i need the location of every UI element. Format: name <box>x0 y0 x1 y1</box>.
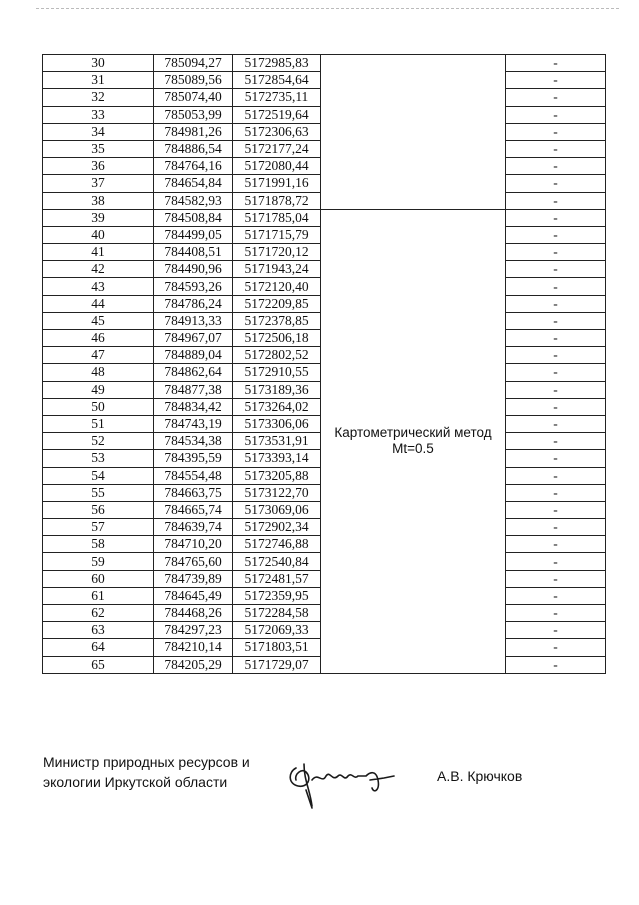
y-coordinate-cell: 5172985,83 <box>233 55 321 72</box>
x-coordinate-cell: 785094,27 <box>154 55 233 72</box>
x-coordinate-cell: 784663,75 <box>154 484 233 501</box>
x-coordinate-cell: 784981,26 <box>154 123 233 140</box>
point-number-cell: 47 <box>43 347 154 364</box>
extra-cell: - <box>506 89 606 106</box>
point-number-cell: 58 <box>43 536 154 553</box>
table-row <box>43 55 606 72</box>
y-coordinate-cell: 5172306,63 <box>233 123 321 140</box>
point-number-cell: 42 <box>43 261 154 278</box>
extra-cell: - <box>506 381 606 398</box>
x-coordinate-cell: 785074,40 <box>154 89 233 106</box>
y-coordinate-cell: 5172120,40 <box>233 278 321 295</box>
y-coordinate-cell: 5171729,07 <box>233 656 321 673</box>
y-coordinate-cell: 5172519,64 <box>233 106 321 123</box>
signatory-title-line-1: Министр природных ресурсов и <box>43 754 250 770</box>
y-coordinate-cell: 5172854,64 <box>233 72 321 89</box>
point-number-cell: 44 <box>43 295 154 312</box>
x-coordinate-cell: 784743,19 <box>154 415 233 432</box>
point-number-cell: 61 <box>43 587 154 604</box>
y-coordinate-cell: 5172177,24 <box>233 140 321 157</box>
point-number-cell: 54 <box>43 467 154 484</box>
x-coordinate-cell: 784710,20 <box>154 536 233 553</box>
x-coordinate-cell: 784834,42 <box>154 398 233 415</box>
extra-cell: - <box>506 175 606 192</box>
point-number-cell: 31 <box>43 72 154 89</box>
x-coordinate-cell: 784764,16 <box>154 158 233 175</box>
page-top-rule <box>36 8 619 9</box>
y-coordinate-cell: 5171715,79 <box>233 226 321 243</box>
y-coordinate-cell: 5172902,34 <box>233 519 321 536</box>
x-coordinate-cell: 784210,14 <box>154 639 233 656</box>
extra-cell: - <box>506 519 606 536</box>
extra-cell: - <box>506 312 606 329</box>
signatory-name: А.В. Крючков <box>437 768 523 784</box>
y-coordinate-cell: 5172378,85 <box>233 312 321 329</box>
point-number-cell: 37 <box>43 175 154 192</box>
y-coordinate-cell: 5172069,33 <box>233 622 321 639</box>
x-coordinate-cell: 784889,04 <box>154 347 233 364</box>
extra-cell: - <box>506 55 606 72</box>
extra-cell: - <box>506 467 606 484</box>
point-number-cell: 34 <box>43 123 154 140</box>
x-coordinate-cell: 784297,23 <box>154 622 233 639</box>
point-number-cell: 55 <box>43 484 154 501</box>
extra-cell: - <box>506 605 606 622</box>
point-number-cell: 38 <box>43 192 154 209</box>
extra-cell: - <box>506 106 606 123</box>
extra-cell: - <box>506 330 606 347</box>
extra-cell: - <box>506 244 606 261</box>
y-coordinate-cell: 5173189,36 <box>233 381 321 398</box>
point-number-cell: 40 <box>43 226 154 243</box>
x-coordinate-cell: 784395,59 <box>154 450 233 467</box>
signatory-title <box>43 752 250 792</box>
table-row <box>43 209 606 226</box>
y-coordinate-cell: 5173531,91 <box>233 433 321 450</box>
y-coordinate-cell: 5172746,88 <box>233 536 321 553</box>
extra-cell: - <box>506 639 606 656</box>
extra-cell: - <box>506 501 606 518</box>
point-number-cell: 41 <box>43 244 154 261</box>
coordinates-table-body <box>43 55 606 674</box>
point-number-cell: 64 <box>43 639 154 656</box>
y-coordinate-cell: 5171878,72 <box>233 192 321 209</box>
x-coordinate-cell: 784862,64 <box>154 364 233 381</box>
x-coordinate-cell: 784886,54 <box>154 140 233 157</box>
x-coordinate-cell: 784508,84 <box>154 209 233 226</box>
x-coordinate-cell: 784408,51 <box>154 244 233 261</box>
point-number-cell: 49 <box>43 381 154 398</box>
x-coordinate-cell: 784765,60 <box>154 553 233 570</box>
x-coordinate-cell: 784534,38 <box>154 433 233 450</box>
y-coordinate-cell: 5173122,70 <box>233 484 321 501</box>
method-accuracy: Mt=0.5 <box>392 441 434 457</box>
point-number-cell: 56 <box>43 501 154 518</box>
extra-cell: - <box>506 570 606 587</box>
x-coordinate-cell: 784499,05 <box>154 226 233 243</box>
y-coordinate-cell: 5173264,02 <box>233 398 321 415</box>
extra-cell: - <box>506 450 606 467</box>
y-coordinate-cell: 5171785,04 <box>233 209 321 226</box>
extra-cell: - <box>506 226 606 243</box>
x-coordinate-cell: 784967,07 <box>154 330 233 347</box>
x-coordinate-cell: 784877,38 <box>154 381 233 398</box>
y-coordinate-cell: 5172080,44 <box>233 158 321 175</box>
y-coordinate-cell: 5172359,95 <box>233 587 321 604</box>
point-number-cell: 65 <box>43 656 154 673</box>
y-coordinate-cell: 5172910,55 <box>233 364 321 381</box>
x-coordinate-cell: 784593,26 <box>154 278 233 295</box>
point-number-cell: 35 <box>43 140 154 157</box>
extra-cell: - <box>506 158 606 175</box>
point-number-cell: 32 <box>43 89 154 106</box>
extra-cell: - <box>506 536 606 553</box>
extra-cell: - <box>506 553 606 570</box>
y-coordinate-cell: 5173205,88 <box>233 467 321 484</box>
point-number-cell: 59 <box>43 553 154 570</box>
point-number-cell: 33 <box>43 106 154 123</box>
point-number-cell: 62 <box>43 605 154 622</box>
y-coordinate-cell: 5171720,12 <box>233 244 321 261</box>
y-coordinate-cell: 5173393,14 <box>233 450 321 467</box>
y-coordinate-cell: 5172735,11 <box>233 89 321 106</box>
y-coordinate-cell: 5172506,18 <box>233 330 321 347</box>
x-coordinate-cell: 784490,96 <box>154 261 233 278</box>
method-cell <box>321 209 506 673</box>
point-number-cell: 50 <box>43 398 154 415</box>
x-coordinate-cell: 784554,48 <box>154 467 233 484</box>
point-number-cell: 43 <box>43 278 154 295</box>
point-number-cell: 63 <box>43 622 154 639</box>
extra-cell: - <box>506 415 606 432</box>
extra-cell: - <box>506 656 606 673</box>
extra-cell: - <box>506 209 606 226</box>
coordinates-table <box>42 54 606 674</box>
point-number-cell: 36 <box>43 158 154 175</box>
x-coordinate-cell: 784645,49 <box>154 587 233 604</box>
signatory-title-line-2: экологии Иркутской области <box>43 774 228 790</box>
x-coordinate-cell: 784913,33 <box>154 312 233 329</box>
x-coordinate-cell: 784639,74 <box>154 519 233 536</box>
point-number-cell: 51 <box>43 415 154 432</box>
x-coordinate-cell: 784786,24 <box>154 295 233 312</box>
y-coordinate-cell: 5171943,24 <box>233 261 321 278</box>
handwritten-signature <box>282 750 402 820</box>
method-name: Картометрический метод <box>334 425 492 441</box>
extra-cell: - <box>506 140 606 157</box>
extra-cell: - <box>506 587 606 604</box>
y-coordinate-cell: 5172209,85 <box>233 295 321 312</box>
x-coordinate-cell: 784582,93 <box>154 192 233 209</box>
x-coordinate-cell: 784739,89 <box>154 570 233 587</box>
extra-cell: - <box>506 622 606 639</box>
x-coordinate-cell: 784205,29 <box>154 656 233 673</box>
y-coordinate-cell: 5173306,06 <box>233 415 321 432</box>
extra-cell: - <box>506 192 606 209</box>
extra-cell: - <box>506 278 606 295</box>
extra-cell: - <box>506 123 606 140</box>
extra-cell: - <box>506 433 606 450</box>
y-coordinate-cell: 5171991,16 <box>233 175 321 192</box>
extra-cell: - <box>506 72 606 89</box>
point-number-cell: 52 <box>43 433 154 450</box>
x-coordinate-cell: 785089,56 <box>154 72 233 89</box>
point-number-cell: 48 <box>43 364 154 381</box>
x-coordinate-cell: 784654,84 <box>154 175 233 192</box>
point-number-cell: 53 <box>43 450 154 467</box>
extra-cell: - <box>506 484 606 501</box>
extra-cell: - <box>506 364 606 381</box>
point-number-cell: 57 <box>43 519 154 536</box>
point-number-cell: 45 <box>43 312 154 329</box>
x-coordinate-cell: 785053,99 <box>154 106 233 123</box>
extra-cell: - <box>506 295 606 312</box>
extra-cell: - <box>506 261 606 278</box>
x-coordinate-cell: 784468,26 <box>154 605 233 622</box>
y-coordinate-cell: 5172284,58 <box>233 605 321 622</box>
y-coordinate-cell: 5173069,06 <box>233 501 321 518</box>
y-coordinate-cell: 5172540,84 <box>233 553 321 570</box>
extra-cell: - <box>506 398 606 415</box>
point-number-cell: 60 <box>43 570 154 587</box>
y-coordinate-cell: 5171803,51 <box>233 639 321 656</box>
y-coordinate-cell: 5172802,52 <box>233 347 321 364</box>
x-coordinate-cell: 784665,74 <box>154 501 233 518</box>
method-cell-empty <box>321 55 506 210</box>
point-number-cell: 39 <box>43 209 154 226</box>
extra-cell: - <box>506 347 606 364</box>
point-number-cell: 46 <box>43 330 154 347</box>
y-coordinate-cell: 5172481,57 <box>233 570 321 587</box>
point-number-cell: 30 <box>43 55 154 72</box>
